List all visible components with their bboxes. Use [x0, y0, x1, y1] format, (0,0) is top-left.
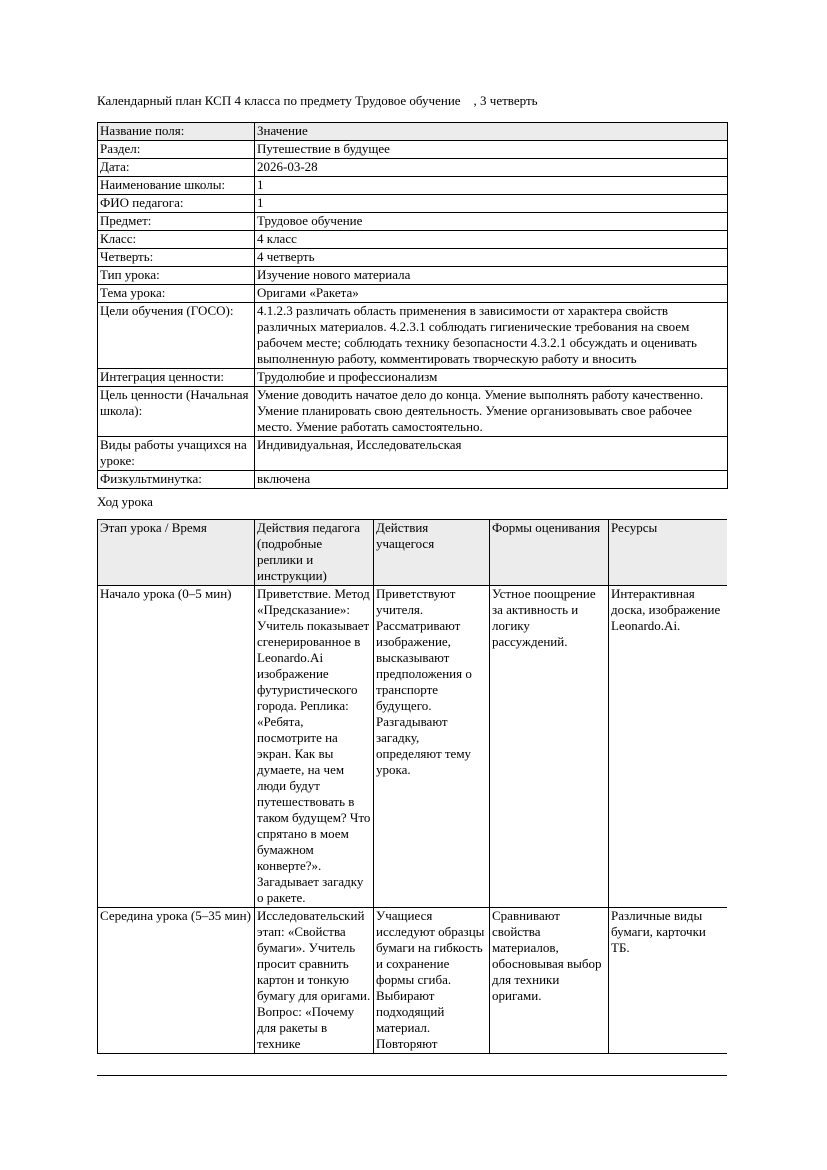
- field-label: Четверть:: [98, 249, 255, 267]
- student-actions-cell: Учащиеся исследуют образцы бумаги на гибкость и сохранение формы сгиба. Выбирают подходящий материал. Повторяют: [374, 908, 490, 1054]
- resources-cell: Различные виды бумаги, карточки ТБ.: [609, 908, 728, 1054]
- teacher-actions-column-header: Действия педагога (подробные реплики и инструкции): [255, 520, 374, 586]
- assessment-column-header: Формы оценивания: [490, 520, 609, 586]
- table-row: [98, 231, 728, 249]
- table-row: [98, 267, 728, 285]
- student-actions-column-header: Действия учащегося: [374, 520, 490, 586]
- table-row: [98, 303, 728, 369]
- field-value: Путешествие в будущее: [255, 141, 728, 159]
- section-heading: Ход урока: [97, 494, 153, 509]
- field-value: 1: [255, 177, 728, 195]
- table-row: [98, 141, 728, 159]
- assessment-cell: Устное поощрение за активность и логику рассуждений.: [490, 586, 609, 908]
- teacher-actions-cell: Исследовательский этап: «Свойства бумаги». Учитель просит сравнить картон и тонкую бумагу для оригами. Вопрос: «Почему для ракеты в технике: [255, 908, 374, 1054]
- lesson-flow-clip: [97, 519, 727, 1076]
- table-row: [98, 285, 728, 303]
- resources-column-header: Ресурсы: [609, 520, 728, 586]
- field-value: 1: [255, 195, 728, 213]
- document-content: [97, 93, 727, 1076]
- table-row: [98, 177, 728, 195]
- field-label: Тема урока:: [98, 285, 255, 303]
- field-name-header: Название поля:: [98, 123, 255, 141]
- table-header-row: [98, 520, 728, 586]
- stage-cell: Середина урока (5–35 мин): [98, 908, 255, 1054]
- field-label: Тип урока:: [98, 267, 255, 285]
- field-label: Цель ценности (Начальная школа):: [98, 387, 255, 437]
- field-label: Цели обучения (ГОСО):: [98, 303, 255, 369]
- field-value: Изучение нового материала: [255, 267, 728, 285]
- field-label: Раздел:: [98, 141, 255, 159]
- field-label: Виды работы учащихся на уроке:: [98, 437, 255, 471]
- field-value: Трудолюбие и профессионализм: [255, 369, 728, 387]
- teacher-actions-cell: Приветствие. Метод «Предсказание»: Учитель показывает сгенерированное в Leonardo.Ai изображение футуристического города. Реплика: «Ребята, посмотрите на экран. Как вы думаете, на чем люди будут путешествовать в таком будущем? Что спрятано в моем бумажном конверте?». Загадывает загадку о ракете.: [255, 586, 374, 908]
- table-row: [98, 387, 728, 437]
- field-value: Трудовое обучение: [255, 213, 728, 231]
- field-value: 4 четверть: [255, 249, 728, 267]
- table-row: [98, 249, 728, 267]
- field-value: Индивидуальная, Исследовательская: [255, 437, 728, 471]
- table-row: [98, 213, 728, 231]
- table-row: [98, 369, 728, 387]
- table-row: [98, 586, 728, 908]
- field-value: 4.1.2.3 различать область применения в зависимости от характера свойств различных материалов. 4.2.3.1 соблюдать гигиенические требования на своем рабочем месте; соблюдать технику безопасности 4.3.2.1 обсуждать и оценивать выполненную работу, комментировать творческую работу и вносить: [255, 303, 728, 369]
- assessment-cell: Сравнивают свойства материалов, обосновывая выбор для техники оригами.: [490, 908, 609, 1054]
- field-label: Класс:: [98, 231, 255, 249]
- document-title: Календарный план КСП 4 класса по предмету Трудовое обучение , 3 четверть: [97, 93, 538, 108]
- table-row: [98, 437, 728, 471]
- student-actions-cell: Приветствуют учителя. Рассматривают изображение, высказывают предположения о транспорте будущего. Разгадывают загадку, определяют тему урока.: [374, 586, 490, 908]
- lesson-info-table: [97, 122, 728, 489]
- field-value: включена: [255, 471, 728, 489]
- field-value: Умение доводить начатое дело до конца. Умение выполнять работу качественно. Умение планировать свою деятельность. Умение организовывать свое рабочее место. Умение работать самостоятельно.: [255, 387, 728, 437]
- field-value-header: Значение: [255, 123, 728, 141]
- table-row: [98, 908, 728, 1054]
- field-label: Дата:: [98, 159, 255, 177]
- lesson-flow-table: [97, 519, 727, 1054]
- resources-cell: Интерактивная доска, изображение Leonardo.Ai.: [609, 586, 728, 908]
- field-label: Предмет:: [98, 213, 255, 231]
- field-label: Наименование школы:: [98, 177, 255, 195]
- table-row: [98, 195, 728, 213]
- field-label: ФИО педагога:: [98, 195, 255, 213]
- stage-cell: Начало урока (0–5 мин): [98, 586, 255, 908]
- table-row: [98, 471, 728, 489]
- field-value: 4 класс: [255, 231, 728, 249]
- table-row: [98, 159, 728, 177]
- field-value: Оригами «Ракета»: [255, 285, 728, 303]
- field-label: Интеграция ценности:: [98, 369, 255, 387]
- stage-column-header: Этап урока / Время: [98, 520, 255, 586]
- table-header-row: [98, 123, 728, 141]
- field-label: Физкультминутка:: [98, 471, 255, 489]
- field-value: 2026-03-28: [255, 159, 728, 177]
